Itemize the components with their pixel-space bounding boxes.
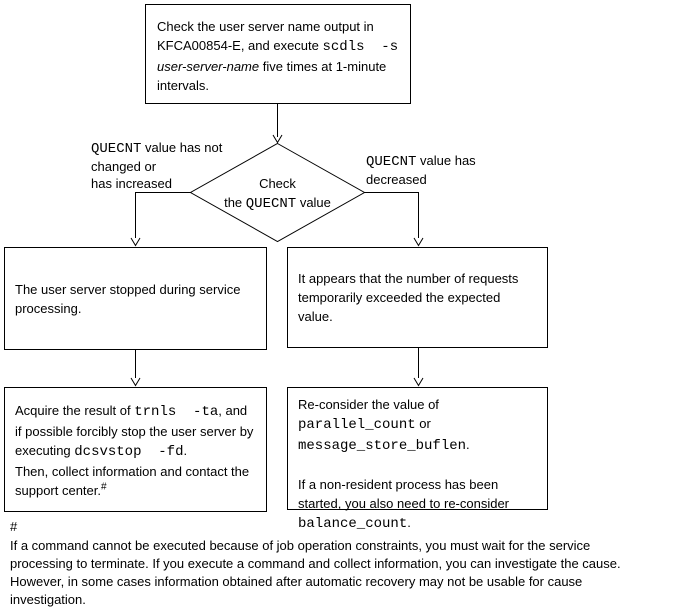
action-paragraph-2: Then, collect information and contact the support center.# xyxy=(15,464,250,498)
footnote-text xyxy=(10,537,684,609)
result-text: The user server stopped during service processing. xyxy=(15,281,241,316)
branch-right-elbow xyxy=(365,193,419,239)
action-reconsider-values-box xyxy=(287,387,548,532)
branch-left-line-1: QUECNT value has not xyxy=(91,140,223,157)
field-quecnt: QUECNT xyxy=(245,196,297,212)
step-text: five times at 1-minute intervals. xyxy=(157,59,387,93)
command-scdls: scdls -s xyxy=(322,39,399,55)
arrow-midright-to-botright-head xyxy=(414,378,423,386)
footnote-mark: # xyxy=(10,519,18,534)
branch-label-left xyxy=(91,139,251,192)
footnote-line-1: If a command cannot be executed because of job operation constraints, you must wait for the service xyxy=(10,538,591,553)
action-paragraph-2: If a non-resident process has been started, you also need to re-consider balance_count. xyxy=(298,477,510,532)
step-check-server-name-box xyxy=(145,4,411,104)
branch-left-arrowhead xyxy=(131,238,140,246)
field-quecnt: QUECNT xyxy=(366,154,417,170)
param-message-store-buflen: message_store_buflen xyxy=(298,438,467,454)
branch-label-right xyxy=(366,152,516,188)
action-paragraph-1: Acquire the result of trnls -ta, and if possible forcibly stop the user server by executing dcsvstop -fd. xyxy=(15,403,254,460)
decision-line-2: the QUECNT value xyxy=(224,195,331,212)
param-parallel-count: parallel_count xyxy=(298,417,416,433)
footnote-line-2: processing to terminate. If you execute a command and collect information, you can investigate the cause. xyxy=(10,556,621,571)
branch-right-line-2: decreased xyxy=(366,172,427,187)
result-text: It appears that the number of requests temporarily exceeded the expected value. xyxy=(298,271,519,324)
branch-right-arrowhead xyxy=(414,238,423,246)
footnote-reference-mark: # xyxy=(101,481,107,493)
arrow-midleft-to-botleft-head xyxy=(131,378,140,386)
footnote-line-4: investigation. xyxy=(10,592,86,607)
result-requests-exceeded-box xyxy=(287,247,548,348)
step-text: Check the user server name output in KFCA00854-E, and execute xyxy=(157,19,374,53)
decision-line-1: Check xyxy=(259,176,296,191)
branch-left-line-3: has increased xyxy=(91,176,172,191)
branch-left-line-2: changed or xyxy=(91,159,157,174)
branch-right-line-1: QUECNT value has xyxy=(366,153,476,170)
action-acquire-trnls-box xyxy=(4,387,267,512)
command-dcsvstop: dcsvstop -fd xyxy=(74,444,184,460)
command-trnls: trnls -ta xyxy=(134,404,219,420)
footnote-line-3: However, in some cases information obtained after automatic recovery may not be usable for cause xyxy=(10,574,583,589)
param-balance-count: balance_count xyxy=(298,516,408,532)
action-paragraph-1: Re-consider the value of parallel_count or message_store_buflen. xyxy=(298,397,470,454)
field-quecnt: QUECNT xyxy=(91,141,142,157)
variable-user-server-name: user-server-name xyxy=(157,59,260,74)
result-server-stopped-box xyxy=(4,247,267,350)
branch-left-elbow xyxy=(136,193,191,239)
